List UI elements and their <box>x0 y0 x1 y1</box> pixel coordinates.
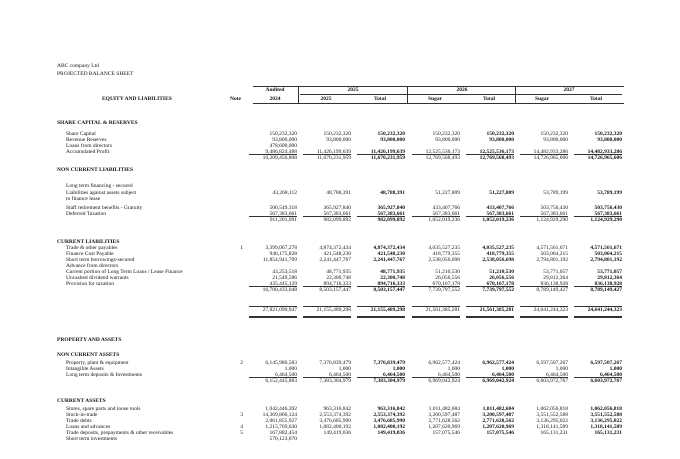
cell-value: 14,726,965,606 <box>533 155 568 161</box>
cell-value: 567,383,661 <box>323 211 351 217</box>
grand-total-rule <box>357 317 405 318</box>
grand-total-rule <box>249 317 297 318</box>
cell-value: 53,789,199 <box>597 190 622 196</box>
cell-value: 21,561,385,281 <box>425 307 460 313</box>
cell-value: 11,426,199,639 <box>370 149 405 155</box>
section-label-equity: EQUITY AND LIABILITIES <box>102 96 172 102</box>
cell-value: 9,486,824,488 <box>265 149 297 155</box>
cell-value: 365,927,840 <box>377 205 405 211</box>
row-label: Current portion of Long Term Loans / Lease Finance <box>66 269 183 275</box>
cell-value: 150,232,320 <box>486 131 514 137</box>
cell-value: 14,482,933,286 <box>533 149 568 155</box>
cell-value: 8,789,149,427 <box>590 287 622 293</box>
header-audited-year: 2024 <box>269 96 281 102</box>
cell-value: 24,641,244,323 <box>533 307 568 313</box>
cell-value: 6,152,445,883 <box>265 378 297 384</box>
cell-value: 14,369,866,124 <box>262 412 297 418</box>
cell-value: 1,000 <box>284 366 297 372</box>
subtotal-rule <box>520 306 568 307</box>
cell-value: 1,062,056,818 <box>590 406 622 412</box>
cell-value: 8,503,157,447 <box>319 287 351 293</box>
cell-value: 53,771,057 <box>543 269 568 275</box>
cell-value: 2,553,374,392 <box>373 412 405 418</box>
cell-value: 894,716,333 <box>377 281 405 287</box>
row-label: Trade & other payables <box>66 245 118 251</box>
cell-value: 1,207,620,969 <box>428 424 460 430</box>
note-number: 2 <box>240 360 243 366</box>
row-label: Advance from directors <box>66 263 119 269</box>
cell-value: 22,300,748 <box>380 275 405 281</box>
cell-value: 503,756,430 <box>540 205 568 211</box>
subtotal-rule <box>357 216 405 217</box>
cell-value: 51,227,809 <box>435 190 460 196</box>
grand-total-rule <box>520 317 568 318</box>
header-year-2026: 2026 <box>456 87 468 93</box>
header-col-sugar-2027: Sugar <box>534 96 550 102</box>
cell-value: 567,383,661 <box>432 211 460 217</box>
header-year-2027: 2027 <box>563 87 575 93</box>
cell-value: 567,383,661 <box>540 211 568 217</box>
cell-value: 6,597,507,267 <box>590 360 622 366</box>
cell-value: 2,061,855,927 <box>265 418 297 424</box>
column-divider <box>515 86 516 103</box>
header-col-sugar-2026: Sugar <box>427 96 443 102</box>
cell-value: 48,771,935 <box>380 269 405 275</box>
cell-value: 4,874,372,434 <box>319 245 351 251</box>
subtotal-rule <box>249 286 297 287</box>
cell-value: 4,035,527,235 <box>428 245 460 251</box>
row-label: Property, plant & equipment <box>66 360 129 366</box>
cell-value: 93,800,000 <box>326 137 351 143</box>
cell-value: 43,253,518 <box>272 269 297 275</box>
row-label: Long term financing - secured <box>66 183 133 189</box>
cell-value: 27,821,090,947 <box>262 307 297 313</box>
subtotal-rule <box>520 377 568 378</box>
cell-value: 93,800,000 <box>380 137 405 143</box>
subtotal-rule <box>303 286 351 287</box>
section-heading: SHARE CAPITAL & RESERVES <box>57 120 138 126</box>
cell-value: 946,175,828 <box>269 251 297 257</box>
subtotal-rule <box>357 154 405 155</box>
cell-value: 570,123,670 <box>269 436 297 442</box>
subtotal-rule <box>466 286 514 287</box>
cell-value: 1,052,019,236 <box>482 217 514 223</box>
row-label: Deferred Taxation <box>66 211 106 217</box>
cell-value: 12,525,536,173 <box>479 149 514 155</box>
subtotal-rule <box>249 306 297 307</box>
section-heading: CURRENT ASSETS <box>57 398 106 404</box>
subtotal-rule <box>412 377 460 378</box>
subtotal-rule <box>357 286 405 287</box>
subtotal-rule <box>574 216 622 217</box>
cell-value: 6,464,500 <box>383 372 405 378</box>
cell-value: 1,318,141,589 <box>536 424 568 430</box>
row-label: to finance lease <box>66 196 101 202</box>
cell-value: 1,000 <box>392 366 405 372</box>
cell-value: 167,882,454 <box>269 430 297 436</box>
cell-value: 48,788,391 <box>326 190 351 196</box>
cell-value: 6,603,972,767 <box>590 378 622 384</box>
cell-value: 500,549,318 <box>269 205 297 211</box>
cell-value: 3,551,552,588 <box>536 412 568 418</box>
cell-value: 1,052,019,236 <box>428 217 460 223</box>
cell-value: 911,201,091 <box>269 217 297 223</box>
cell-value: 93,800,000 <box>272 137 297 143</box>
cell-value: 1,000 <box>501 366 514 372</box>
cell-value: 93,800,000 <box>489 137 514 143</box>
cell-value: 1,011,482,684 <box>428 406 460 412</box>
cell-value: 670,167,178 <box>432 281 460 287</box>
cell-value: 2,241,447,767 <box>319 257 351 263</box>
cell-value: 51,227,809 <box>489 190 514 196</box>
grand-total-rule <box>303 317 351 318</box>
cell-value: 1,124,929,290 <box>590 217 622 223</box>
cell-value: 7,383,304,979 <box>373 378 405 384</box>
note-number: 1 <box>240 245 243 251</box>
cell-value: 149,419,036 <box>377 430 405 436</box>
cell-value: 12,769,568,493 <box>479 155 514 161</box>
cell-value: 93,800,000 <box>435 137 460 143</box>
cell-value: 418,779,355 <box>432 251 460 257</box>
row-label: Intangible Assets <box>66 366 104 372</box>
cell-value: 11,426,199,639 <box>316 149 351 155</box>
cell-value: 93,800,000 <box>543 137 568 143</box>
cell-value: 2,794,801,192 <box>536 257 568 263</box>
row-label: Share Capital <box>66 131 96 137</box>
row-label: Uncashed dividend warrants <box>66 275 129 281</box>
cell-value: 1,000 <box>447 366 460 372</box>
cell-value: 29,812,364 <box>543 275 568 281</box>
cell-value: 11,670,231,959 <box>316 155 351 161</box>
row-label: Accumulated Profit <box>66 149 110 155</box>
cell-value: 3,476,685,990 <box>319 418 351 424</box>
cell-value: 4,571,561,671 <box>590 245 622 251</box>
cell-value: 12,769,568,493 <box>425 155 460 161</box>
cell-value: 6,597,507,267 <box>536 360 568 366</box>
cell-value: 7,739,797,552 <box>428 287 460 293</box>
cell-value: 14,726,965,606 <box>587 155 622 161</box>
cell-value: 1,124,929,290 <box>536 217 568 223</box>
cell-value: 6,464,500 <box>492 372 514 378</box>
column-divider <box>298 86 299 103</box>
cell-value: 51,210,530 <box>489 269 514 275</box>
section-heading: NON CURRENT LIABILITIES <box>57 167 134 173</box>
cell-value: 24,641,244,323 <box>587 307 622 313</box>
cell-value: 1,000 <box>338 366 351 372</box>
subtotal-rule <box>466 377 514 378</box>
cell-value: 7,376,839,479 <box>373 360 405 366</box>
cell-value: 433,407,766 <box>432 205 460 211</box>
row-label: Finance Cost Payable <box>66 251 114 257</box>
cell-value: 567,383,661 <box>377 211 405 217</box>
cell-value: 165,131,231 <box>540 430 568 436</box>
cell-value: 48,788,391 <box>380 190 405 196</box>
cell-value: 3,136,295,022 <box>536 418 568 424</box>
cell-value: 3,200,597,487 <box>482 412 514 418</box>
grand-total-rule <box>574 317 622 318</box>
cell-value: 963,316,842 <box>377 406 405 412</box>
cell-value: 150,232,320 <box>269 131 297 137</box>
cell-value: 21,155,489,298 <box>370 307 405 313</box>
cell-value: 21,561,385,281 <box>479 307 514 313</box>
cell-value: 6,464,500 <box>438 372 460 378</box>
cell-value: 3,136,295,022 <box>590 418 622 424</box>
cell-value: 894,716,333 <box>323 281 351 287</box>
row-label: Loans and advances <box>66 424 111 430</box>
note-number: 4 <box>240 424 243 430</box>
cell-value: 478,600,000 <box>269 143 297 149</box>
cell-value: 503,064,215 <box>540 251 568 257</box>
cell-value: 433,407,766 <box>486 205 514 211</box>
header-rule <box>253 103 624 104</box>
cell-value: 6,969,042,924 <box>428 378 460 384</box>
cell-value: 6,464,500 <box>329 372 351 378</box>
cell-value: 503,064,215 <box>594 251 622 257</box>
cell-value: 982,099,892 <box>377 217 405 223</box>
cell-value: 6,969,042,924 <box>482 378 514 384</box>
cell-value: 1,318,141,589 <box>590 424 622 430</box>
cell-value: 10,209,456,808 <box>262 155 297 161</box>
row-label: Long term deposits & Investments <box>66 372 143 378</box>
section-heading: NON CURRENT ASSETS <box>57 352 120 358</box>
cell-value: 7,383,304,979 <box>319 378 351 384</box>
cell-value: 3,200,597,487 <box>428 412 460 418</box>
row-label: Loans from directors <box>66 143 113 149</box>
section-heading: CURRENT LIABILITIES <box>57 239 120 245</box>
header-col-total-2026: Total <box>482 96 496 102</box>
cell-value: 3,399,067,278 <box>265 245 297 251</box>
cell-value: 4,035,527,235 <box>482 245 514 251</box>
header-col-2025: 2025 <box>320 96 332 102</box>
cell-value: 8,503,157,447 <box>373 287 405 293</box>
cell-value: 567,383,661 <box>594 211 622 217</box>
cell-value: 1,207,620,969 <box>482 424 514 430</box>
cell-value: 365,927,840 <box>323 205 351 211</box>
cell-value: 1,000 <box>609 366 622 372</box>
subtotal-rule <box>249 377 297 378</box>
cell-value: 149,419,036 <box>323 430 351 436</box>
subtotal-rule <box>303 377 351 378</box>
cell-value: 836,138,928 <box>540 281 568 287</box>
cell-value: 26,056,556 <box>435 275 460 281</box>
cell-value: 2,771,628,562 <box>482 418 514 424</box>
header-rule <box>253 86 624 87</box>
row-label: Provision for taxation <box>66 281 114 287</box>
subtotal-rule <box>466 154 514 155</box>
cell-value: 3,476,685,990 <box>373 418 405 424</box>
cell-value: 503,756,430 <box>594 205 622 211</box>
cell-value: 150,232,320 <box>377 131 405 137</box>
cell-value: 2,538,056,698 <box>482 257 514 263</box>
cell-value: 6,464,500 <box>546 372 568 378</box>
cell-value: 963,316,842 <box>323 406 351 412</box>
cell-value: 150,232,320 <box>432 131 460 137</box>
subtotal-rule <box>412 154 460 155</box>
cell-value: 51,210,530 <box>435 269 460 275</box>
subtotal-rule <box>574 154 622 155</box>
subtotal-rule <box>520 286 568 287</box>
grand-total-rule <box>466 317 514 318</box>
cell-value: 21,155,489,298 <box>316 307 351 313</box>
cell-value: 418,779,355 <box>486 251 514 257</box>
cell-value: 567,383,661 <box>269 211 297 217</box>
cell-value: 150,232,320 <box>594 131 622 137</box>
cell-value: 2,538,056,698 <box>428 257 460 263</box>
cell-value: 2,794,801,192 <box>590 257 622 263</box>
cell-value: 165,131,231 <box>594 430 622 436</box>
header-col-total-2025: Total <box>373 96 387 102</box>
grand-total-rule <box>412 317 460 318</box>
cell-value: 14,482,933,286 <box>587 149 622 155</box>
cell-value: 1,011,482,684 <box>482 406 514 412</box>
subtotal-rule <box>303 306 351 307</box>
cell-value: 6,464,500 <box>600 372 622 378</box>
row-label: Stores, spare parts and loose tools <box>66 406 141 412</box>
cell-value: 8,789,149,427 <box>536 287 568 293</box>
cell-value: 836,138,928 <box>594 281 622 287</box>
subtotal-rule <box>412 306 460 307</box>
row-label: Trade deposits, prepayments & other receivables <box>66 430 174 436</box>
subtotal-rule <box>303 154 351 155</box>
cell-value: 6,962,577,424 <box>428 360 460 366</box>
row-label: Liabilities against assets subject <box>66 190 137 196</box>
cell-value: 157,075,546 <box>432 430 460 436</box>
cell-value: 150,232,320 <box>540 131 568 137</box>
cell-value: 421,548,230 <box>377 251 405 257</box>
cell-value: 2,771,628,562 <box>428 418 460 424</box>
row-label: Revenue Reserves <box>66 137 107 143</box>
cell-value: 26,056,556 <box>489 275 514 281</box>
header-year-2025: 2025 <box>347 87 359 93</box>
subtotal-rule <box>520 216 568 217</box>
cell-value: 29,812,364 <box>597 275 622 281</box>
note-number: 3 <box>240 412 243 418</box>
company-name: ABC company Ltd <box>57 63 99 69</box>
subtotal-rule <box>574 286 622 287</box>
document-title: PROJECTED BALANCE SHEET <box>57 71 134 77</box>
subtotal-rule <box>574 377 622 378</box>
row-label: Short term borrowings-secured <box>66 257 135 263</box>
subtotal-rule <box>466 306 514 307</box>
cell-value: 421,548,230 <box>323 251 351 257</box>
cell-value: 48,771,935 <box>326 269 351 275</box>
header-audited: Audited <box>265 87 285 93</box>
cell-value: 2,553,374,392 <box>319 412 351 418</box>
cell-value: 3,551,552,588 <box>590 412 622 418</box>
section-heading: PROPERTY AND ASSETS <box>57 337 122 343</box>
cell-value: 43,268,112 <box>272 190 297 196</box>
subtotal-rule <box>303 216 351 217</box>
cell-value: 11,854,941,709 <box>262 257 297 263</box>
note-column-header: Note <box>230 96 241 102</box>
cell-value: 2,241,447,767 <box>373 257 405 263</box>
cell-value: 1,082,400,192 <box>319 424 351 430</box>
cell-value: 4,571,561,671 <box>536 245 568 251</box>
cell-value: 1,042,446,392 <box>265 406 297 412</box>
column-divider <box>407 86 408 103</box>
subtotal-rule <box>520 154 568 155</box>
cell-value: 567,383,661 <box>486 211 514 217</box>
cell-value: 11,670,231,959 <box>370 155 405 161</box>
cell-value: 6,603,972,767 <box>536 378 568 384</box>
note-number: 5 <box>240 430 243 436</box>
cell-value: 150,232,320 <box>323 131 351 137</box>
cell-value: 7,739,797,552 <box>482 287 514 293</box>
row-label: Trade debts <box>66 418 92 424</box>
cell-value: 4,874,372,434 <box>373 245 405 251</box>
cell-value: 53,789,199 <box>543 190 568 196</box>
subtotal-rule <box>412 216 460 217</box>
cell-value: 6,145,980,583 <box>265 360 297 366</box>
cell-value: 7,376,839,479 <box>319 360 351 366</box>
row-label: Staff retirement benefits - Gratuity <box>66 205 143 211</box>
header-col-total-2027: Total <box>589 96 603 102</box>
row-label: Stock-in-trade <box>66 412 98 418</box>
cell-value: 982,099,892 <box>323 217 351 223</box>
subtotal-rule <box>574 306 622 307</box>
cell-value: 53,771,057 <box>597 269 622 275</box>
cell-value: 1,062,056,818 <box>536 406 568 412</box>
cell-value: 6,962,577,424 <box>482 360 514 366</box>
subtotal-rule <box>357 377 405 378</box>
subtotal-rule <box>249 216 297 217</box>
cell-value: 157,075,546 <box>486 430 514 436</box>
cell-value: 1,215,769,630 <box>265 424 297 430</box>
cell-value: 1,082,400,192 <box>373 424 405 430</box>
cell-value: 6,464,500 <box>275 372 297 378</box>
cell-value: 12,525,536,173 <box>425 149 460 155</box>
subtotal-rule <box>357 306 405 307</box>
cell-value: 435,445,129 <box>269 281 297 287</box>
cell-value: 16,700,433,048 <box>262 287 297 293</box>
subtotal-rule <box>412 286 460 287</box>
subtotal-rule <box>466 216 514 217</box>
row-label: Short term investments <box>66 436 118 442</box>
header-rule <box>300 94 622 95</box>
cell-value: 93,800,000 <box>597 137 622 143</box>
subtotal-rule <box>249 154 297 155</box>
cell-value: 1,000 <box>555 366 568 372</box>
cell-value: 21,549,586 <box>272 275 297 281</box>
cell-value: 22,300,748 <box>326 275 351 281</box>
cell-value: 670,167,178 <box>486 281 514 287</box>
